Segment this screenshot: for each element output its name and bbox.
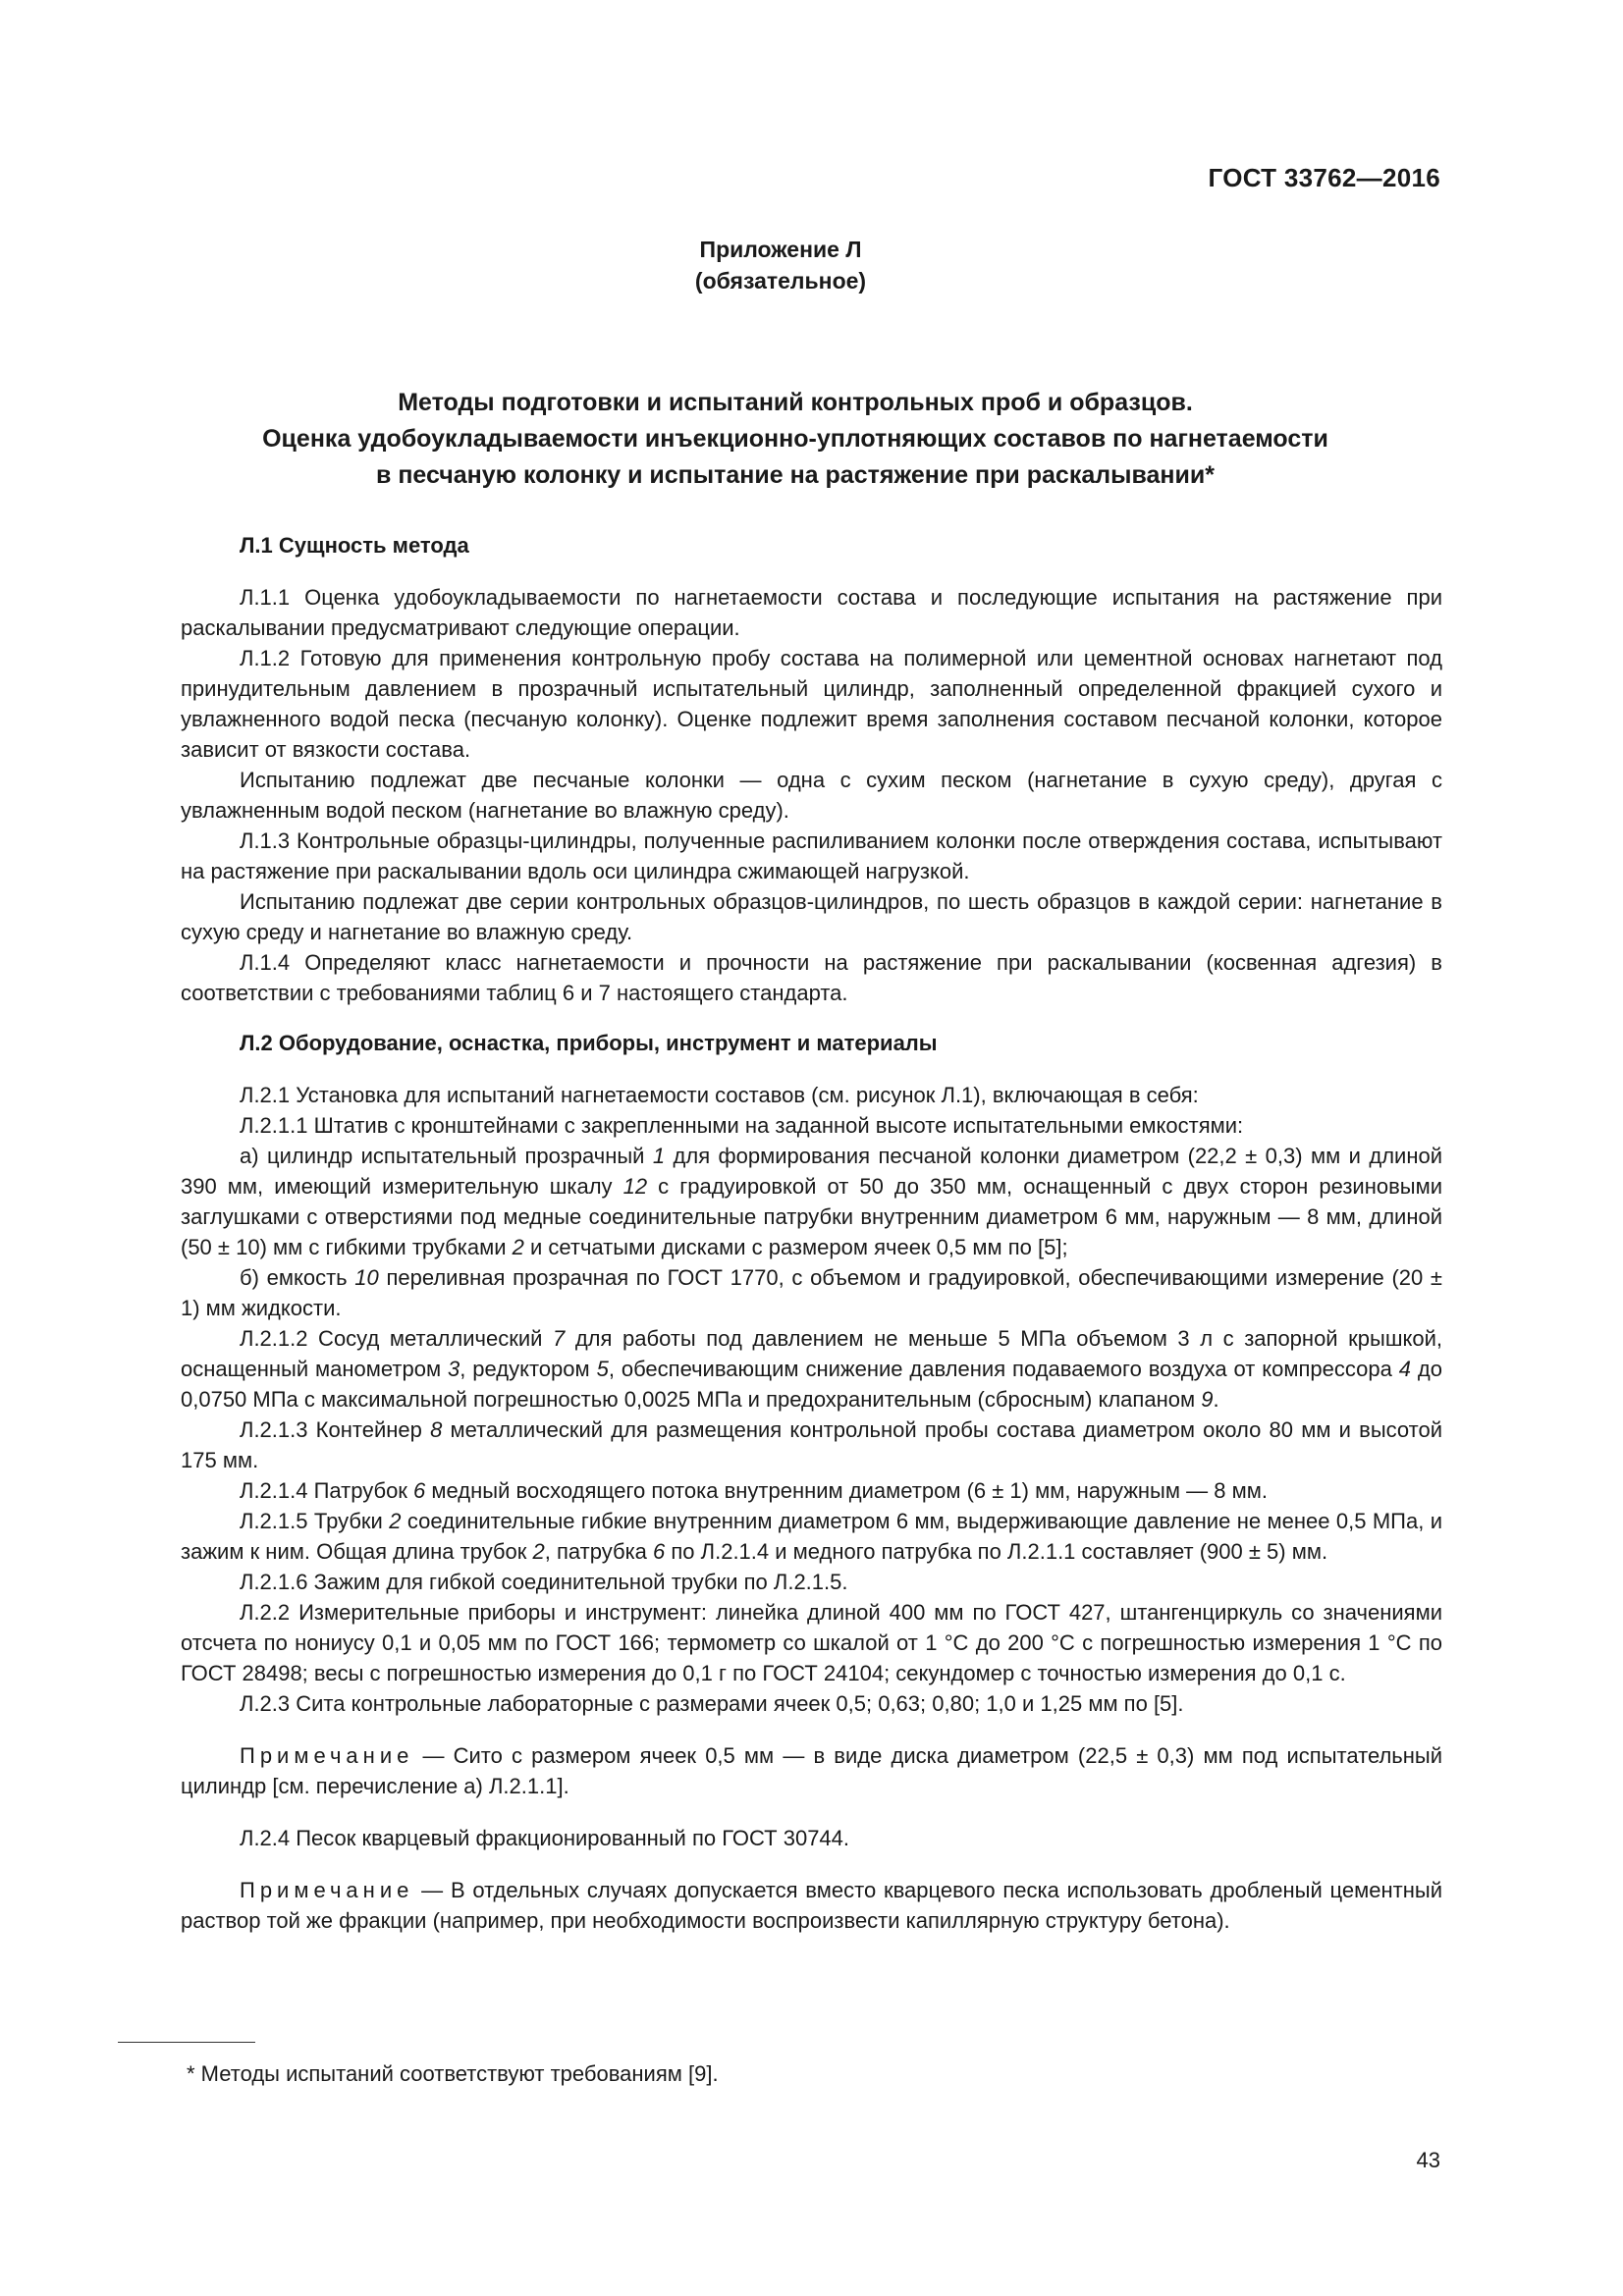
note-label: Примечание [240,1743,414,1768]
standard-number: ГОСТ 33762—2016 [1208,163,1440,192]
paragraph-l2-1-2: Л.2.1.2 Сосуд металлический 7 для работы под давлением не меньше 5 МПа объемом 3 л с запорной крышкой, оснащенный манометром 3, редуктором 5, обеспечивающим снижение давления подаваемого воздуха от компрессора 4 до 0,0750 МПа с максимальной погрешностью 0,0025 МПа и предохранительным (сбросным) клапаном 9. [181,1326,1442,1412]
paragraph-l2-1-6: Л.2.1.6 Зажим для гибкой соединительной трубки по Л.2.1.5. [240,1570,848,1594]
note-label: Примечание [240,1878,414,1902]
paragraph-l1-2-b: Испытанию подлежат две песчаные колонки — одна с сухим песком (нагнетание в сухую среду), другая с увлажненным водой песком (нагнетание во влажную среду). [181,768,1442,823]
paragraph-l2-1-5: Л.2.1.5 Трубки 2 соединительные гибкие внутренним диаметром 6 мм, выдерживающие давление не менее 0,5 МПа, и зажим к ним. Общая длина трубок 2, патрубка 6 по Л.2.1.4 и медного патрубка по Л.2.1.1 составляет (900 ± 5) мм. [181,1509,1442,1564]
paragraph-l2-1-1: Л.2.1.1 Штатив с кронштейнами с закрепленными на заданной высоте испытательными емкостями: [240,1113,1244,1138]
section-heading-l1: Л.1 Сущность метода [240,533,469,558]
paragraph-l2-1-4: Л.2.1.4 Патрубок 6 медный восходящего потока внутренним диаметром (6 ± 1) мм, наружным — 8 мм. [240,1478,1268,1503]
paragraph-l1-2: Л.1.2 Готовую для применения контрольную пробу состава на полимерной или цементной основах нагнетают под принудительным давлением в прозрачный испытательный цилиндр, заполненный определенной фракцией сухого и увлажненного водой песка (песчаную колонку). Оценке подлежит время заполнения составом песчаной колонки, которое зависит от вязкости состава. [181,646,1442,762]
footnote: * Методы испытаний соответствуют требованиям [9]. [187,2061,719,2086]
section-heading-l2: Л.2 Оборудование, оснастка, приборы, инструмент и материалы [240,1031,938,1055]
note-2: Примечание — В отдельных случаях допускается вместо кварцевого песка использовать дробленый цементный раствор той же фракции (например, при необходимости воспроизвести капиллярную структуру бетона). [181,1878,1442,1933]
note-1: Примечание — Сито с размером ячеек 0,5 мм — в виде диска диаметром (22,5 ± 0,3) мм под испытательный цилиндр [см. перечисление а) Л.2.1.1]. [181,1743,1442,1798]
title-line-2: Оценка удобоукладываемости инъекционно-уплотняющих составов по нагнетаемости [262,425,1328,453]
paragraph-l1-3: Л.1.3 Контрольные образцы-цилиндры, полученные распиливанием колонки после отверждения состава, испытывают на растяжение при раскалывании вдоль оси цилиндра сжимающей нагрузкой. [181,828,1442,883]
paragraph-l2-3: Л.2.3 Сита контрольные лабораторные с размерами ячеек 0,5; 0,63; 0,80; 1,0 и 1,25 мм по [5]. [240,1691,1184,1716]
paragraph-l2-2: Л.2.2 Измерительные приборы и инструмент: линейка длиной 400 мм по ГОСТ 427, штангенциркуль со значениями отсчета по нониусу 0,1 и 0,05 мм по ГОСТ 166; термометр со шкалой от 1 °С до 200 °С с погрешностью измерения 1 °С по ГОСТ 28498; весы с погрешностью измерения до 0,1 г по ГОСТ 24104; секундомер с точностью измерения до 0,1 с. [181,1600,1442,1685]
annex-header [0,234,1561,296]
list-item-a: а) цилиндр испытательный прозрачный 1 для формирования песчаной колонки диаметром (22,2 ± 0,3) мм и длиной 390 мм, имеющий измерительную шкалу 12 с градуировкой от 50 до 350 мм, оснащенный с двух сторон резиновыми заглушками с отверстиями под медные соединительные патрубки внутренним диаметром 6 мм, наружным — 8 мм, длиной (50 ± 10) мм с гибкими трубками 2 и сетчатыми дисками с размером ячеек 0,5 мм по [5]; [181,1144,1442,1259]
paragraph-l1-4: Л.1.4 Определяют класс нагнетаемости и прочности на растяжение при раскалывании (косвенная адгезия) в соответствии с требованиями таблиц 6 и 7 настоящего стандарта. [181,950,1442,1005]
paragraph-l1-3-b: Испытанию подлежат две серии контрольных образцов-цилиндров, по шесть образцов в каждой серии: нагнетание в сухую среду и нагнетание во влажную среду. [181,889,1442,944]
paragraph-l1-1: Л.1.1 Оценка удобоукладываемости по нагнетаемости состава и последующие испытания на растяжение при раскалывании предусматривают следующие операции. [181,585,1442,640]
title-line-1: Методы подготовки и испытаний контрольных проб и образцов. [398,389,1193,416]
page-number: 43 [1416,2148,1440,2172]
document-body [181,530,1442,1957]
annex-status: (обязательное) [694,268,867,294]
document-title [147,385,1443,494]
annex-title: Приложение Л [699,237,862,262]
footnote-divider [118,2042,255,2043]
paragraph-l2-1-3: Л.2.1.3 Контейнер 8 металлический для размещения контрольной пробы состава диаметром около 80 мм и высотой 175 мм. [181,1417,1442,1472]
title-line-3: в песчаную колонку и испытание на растяжение при раскалывании* [376,461,1215,489]
list-item-b: б) емкость 10 переливная прозрачная по ГОСТ 1770, с объемом и градуировкой, обеспечивающими измерение (20 ± 1) мм жидкости. [181,1265,1442,1320]
paragraph-l2-4: Л.2.4 Песок кварцевый фракционированный по ГОСТ 30744. [240,1826,850,1850]
paragraph-l2-1: Л.2.1 Установка для испытаний нагнетаемости составов (см. рисунок Л.1), включающая в себя: [240,1083,1199,1107]
